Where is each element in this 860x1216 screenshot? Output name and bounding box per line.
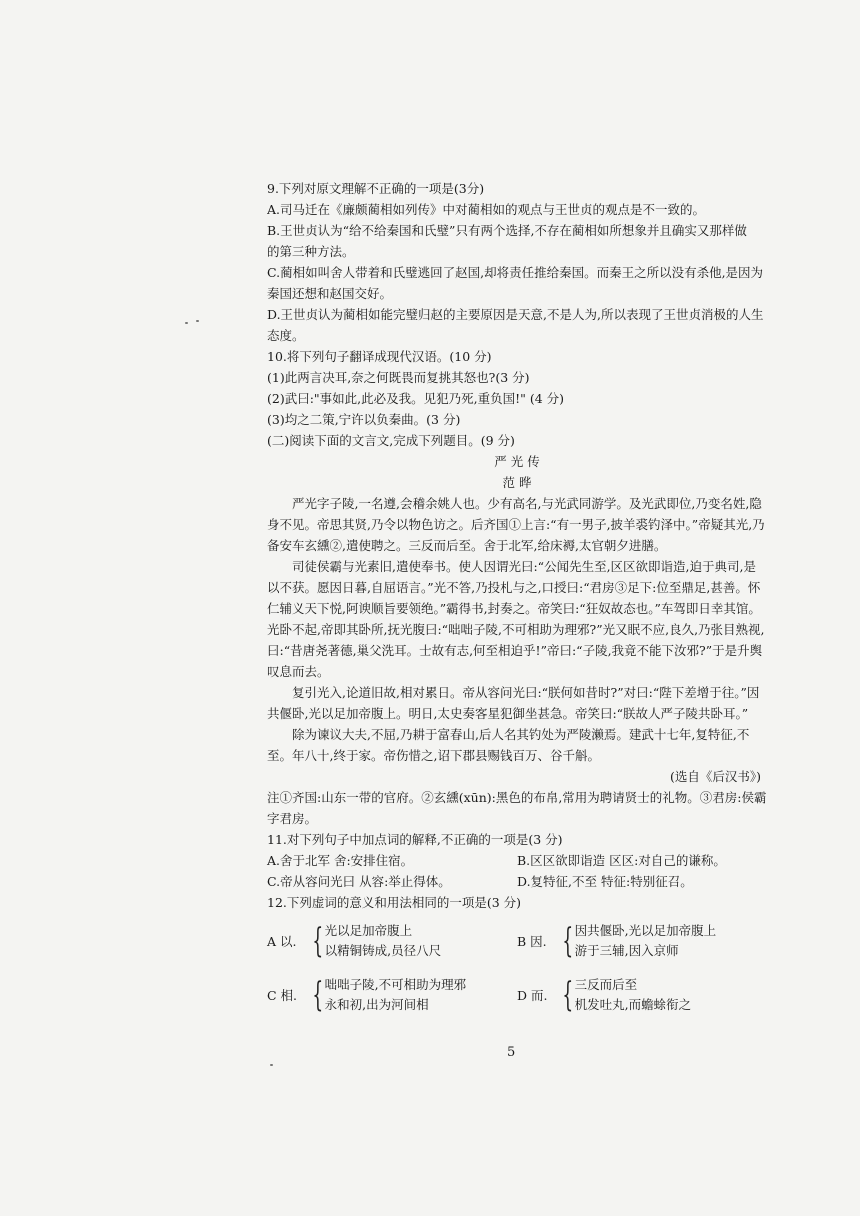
footnote-line2: 字君房。: [267, 811, 318, 826]
q12-stem: 12.下列虚词的意义和用法相同的一项是(3 分): [267, 895, 522, 910]
q9-stem: 9.下列对原文理解不正确的一项是(3分): [267, 181, 485, 196]
q12-option-c-label: C 相.: [267, 987, 298, 1003]
q11-option-b: B.区区欲即诣造 区区:对自己的谦称。: [517, 853, 726, 868]
q11-options-row1: [267, 850, 767, 871]
passage-author: 范 晔: [502, 475, 532, 490]
brace-icon: {: [562, 975, 574, 1015]
q12-option-d: [517, 975, 767, 1015]
scan-speck: [270, 1064, 273, 1066]
passage-source: (选自《后汉书》): [669, 769, 761, 784]
passage-paragraph-1: 严光字子陵,一名遵,会稽余姚人也。少有高名,与光武同游学。及光武即位,乃变名姓,隐身不见。帝思其贤,乃令以物色访之。后齐国①上言:“有一男子,披羊裘钓泽中。”帝疑其光,乃备安车玄纁②,遣使聘之。三反而后至。舍于北军,给床褥,太官朝夕进膳。: [267, 496, 765, 553]
q9-option-b-line1: B.王世贞认为“给不给秦国和氏璧”只有两个选择,不存在蔺相如所想象并且确实又那样做: [267, 223, 747, 238]
q12-option-c-sentence2: 永和初,出为河间相: [324, 997, 429, 1012]
scan-speck: [196, 320, 199, 322]
q11-options-row2: [267, 871, 767, 892]
q12-options-row2: [267, 975, 767, 1015]
question-10: [267, 346, 767, 430]
brace-icon: {: [562, 921, 574, 961]
passage-paragraph-2: 司徒侯霸与光素旧,遣使奉书。使人因谓光曰:“公闻先生至,区区欲即诣造,迫于典司,是以不获。愿因日暮,自屈语言。”光不答,乃投札与之,口授曰:“君房③足下:位至鼎足,甚善。怀仁辅义天下悦,阿谀顺旨要领绝。”霸得书,封奏之。帝笑曰:“狂奴故态也。”车驾即日幸其馆。光卧不起,帝即其卧所,抚光腹曰:“咄咄子陵,不可相助为理邪?”光又眠不应,良久,乃张目熟视,曰:“昔唐尧著德,巢父洗耳。士故有志,何至相迫乎!”帝曰:“子陵,我竟不能下汝邪?”于是升舆叹息而去。: [267, 559, 765, 679]
q9-option-a: A.司马迁在《廉颇蔺相如列传》中对蔺相如的观点与王世贞的观点是不一致的。: [267, 202, 706, 217]
q12-option-a: [267, 921, 517, 961]
q12-options-row1: [267, 921, 767, 961]
brace-icon: {: [312, 975, 324, 1015]
q12-option-d-sentence2: 机发吐丸,而蟾蜍衔之: [574, 997, 692, 1012]
reading-section: [267, 430, 767, 829]
q12-option-b-label: B 因.: [517, 933, 547, 949]
q9-option-c-line2: 秦国还想和赵国交好。: [267, 286, 393, 301]
q9-option-c-line1: C.蔺相如叫舍人带着和氏璧逃回了赵国,却将责任推给秦国。而秦王之所以没有杀他,是因为: [267, 265, 764, 280]
q11-option-d: D.复特征,不至 特征:特别征召。: [517, 874, 693, 889]
q9-option-d-line1: D.王世贞认为蔺相如能完璧归赵的主要原因是天意,不是人为,所以表现了王世贞消极的人生: [267, 307, 764, 322]
q10-sentence-2: (2)武曰:"事如此,此必及我。见犯乃死,重负国!" (4 分): [267, 391, 565, 406]
q12-option-b: [517, 921, 767, 961]
q11-option-a: A.舍于北军 舍:安排住宿。: [267, 853, 414, 868]
footnote-line1: 注①齐国:山东一带的官府。②玄纁(xūn):黑色的布帛,常用为聘请贤士的礼物。③君房:侯霸: [267, 790, 767, 805]
passage-paragraph-3: 复引光入,论道旧故,相对累日。帝从容问光曰:“朕何如昔时?”对曰:“陛下差增于往。”因共偃卧,光以足加帝腹上。明日,太史奏客星犯御坐甚急。帝笑曰:“朕故人严子陵共卧耳。”: [267, 685, 760, 721]
question-9: [267, 178, 767, 346]
q11-stem: 11.对下列句子中加点词的解释,不正确的一项是(3 分): [267, 832, 563, 847]
q9-option-b-line2: 的第三种方法。: [267, 244, 355, 259]
page-number: 5: [507, 1045, 516, 1060]
question-11: [267, 829, 767, 892]
q10-sentence-3: (3)均之二策,宁许以负秦曲。(3 分): [267, 412, 461, 427]
q12-option-d-sentence1: 三反而后至: [574, 977, 638, 992]
q12-option-c-sentence1: 咄咄子陵,不可相助为理邪: [324, 977, 467, 992]
q11-option-c: C.帝从容问光曰 从容:举止得体。: [267, 874, 451, 889]
q10-sentence-1: (1)此两言决耳,奈之何既畏而复挑其怒也?(3 分): [267, 370, 530, 385]
q12-option-d-label: D 而.: [517, 987, 548, 1003]
q12-option-b-sentence1: 因共偃卧,光以足加帝腹上: [574, 923, 717, 938]
question-12: [267, 892, 767, 1015]
q12-option-a-sentence2: 以精铜铸成,员径八尺: [324, 943, 442, 958]
q12-option-a-sentence1: 光以足加帝腹上: [324, 923, 413, 938]
scan-speck: [185, 322, 188, 324]
q12-option-c: [267, 975, 517, 1015]
passage-paragraph-4: 除为谏议大夫,不屈,乃耕于富春山,后人名其钓处为严陵濑焉。建武十七年,复特征,不至。年八十,终于家。帝伤惜之,诏下郡县赐钱百万、谷千斛。: [267, 727, 750, 763]
q9-option-d-line2: 态度。: [267, 328, 305, 343]
passage-title: 严 光 传: [494, 454, 540, 469]
q10-stem: 10.将下列句子翻译成现代汉语。(10 分): [267, 349, 492, 364]
exam-content: [267, 178, 767, 1015]
brace-icon: {: [312, 921, 324, 961]
section-heading: (二)阅读下面的文言文,完成下列题目。(9 分): [267, 433, 515, 448]
q12-option-a-label: A 以.: [267, 933, 297, 949]
q12-option-b-sentence2: 游于三辅,因入京师: [574, 943, 679, 958]
